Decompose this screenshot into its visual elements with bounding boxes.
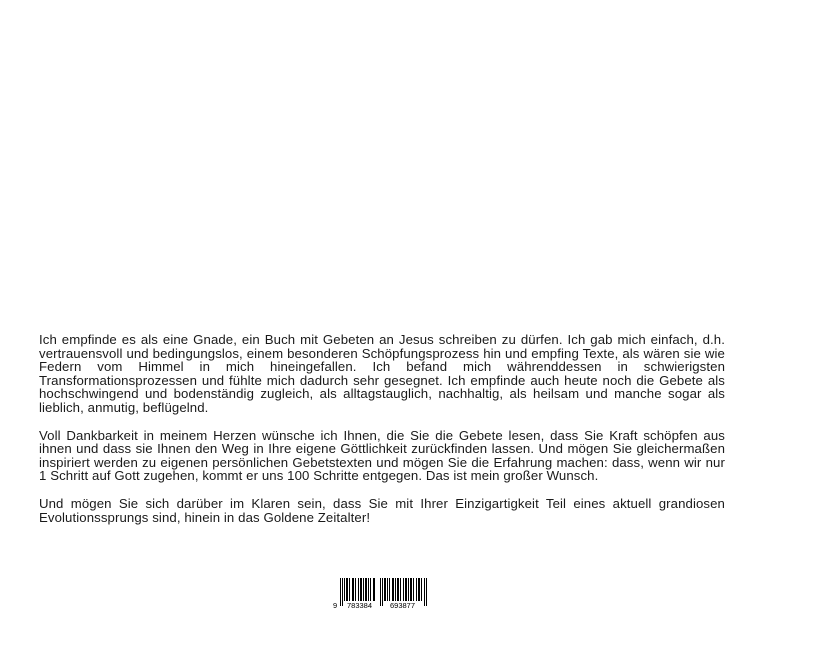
barcode-bar: [368, 578, 369, 601]
barcode-digits-right: 693877: [390, 601, 416, 610]
barcode-bar: [358, 578, 359, 601]
barcode-bar: [349, 578, 350, 601]
barcode-bar: [424, 578, 425, 606]
barcode-bar: [360, 578, 362, 601]
barcode-bar: [363, 578, 364, 601]
barcode-bar: [418, 578, 420, 601]
barcode-bar: [382, 578, 383, 606]
barcode-bar: [365, 578, 367, 601]
barcode-bar: [355, 578, 356, 601]
barcode-bar: [421, 578, 422, 601]
barcode-bar: [405, 578, 407, 601]
paragraph-1: Ich empfinde es als eine Gnade, ein Buch mit Gebeten an Jesus schreiben zu dürfen. Ich gab mich einfach, d.h. vertrauensvoll und bedingungslos, einem besonderen Schöpfungsprozess hin und empfing Texte, als wären sie wie Federn vom Himmel in mich hineingefallen. Ich befand mich währenddessen in schwierigsten Transformationsprozessen und fühlte mich dadurch sehr gesegnet. Ich empfinde auch heute noch die Gebete als hochschwingend und bodenständig zugleich, als alltagstauglich, nachhaltig, als heilsam und manche sogar als lieblich, anmutig, beflügelnd.: [39, 332, 725, 415]
barcode-bar: [408, 578, 409, 601]
paragraph-3: Und mögen Sie sich darüber im Klaren sein, dass Sie mit Ihrer Einzigartigkeit Teil eines aktuell grandiosen Evolutionssprungs sind, hinein in das Goldene Zeitalter!: [39, 495, 725, 525]
barcode-bar: [389, 578, 390, 601]
barcode-bar: [373, 578, 375, 601]
barcode-bar: [410, 578, 412, 601]
barcode-graphic: [333, 578, 435, 610]
barcode-digit-first: 9: [333, 601, 338, 610]
barcode-bar: [416, 578, 417, 601]
barcode-bar: [413, 578, 414, 601]
barcode-bar: [346, 578, 348, 601]
barcode-bar: [395, 578, 396, 601]
barcode-bar: [344, 578, 345, 601]
barcode-bar: [403, 578, 404, 601]
barcode-bar: [426, 578, 427, 606]
barcode-bar: [380, 578, 381, 606]
barcode-digits-left: 783384: [347, 601, 373, 610]
barcode-bar: [352, 578, 354, 601]
barcode-bar: [397, 578, 399, 601]
barcode-bar: [387, 578, 388, 601]
back-cover-text: [39, 333, 725, 538]
barcode-bar: [342, 578, 343, 606]
barcode-bar: [370, 578, 371, 601]
barcode-bar: [340, 578, 341, 606]
paragraph-2: Voll Dankbarkeit in meinem Herzen wünsche ich Ihnen, die Sie die Gebete lesen, dass Sie Kraft schöpfen aus ihnen und dass sie Ihnen den Weg in Ihre eigene Göttlichkeit zurückfinden lassen. Und mögen Sie gleichermaßen inspiriert werden zu eigenen persönlichen Gebetstexten und mögen Sie die Erfahrung machen: dass, wenn wir nur 1 Schritt auf Gott zugehen, kommt er uns 100 Schritte entgegen. Das ist mein großer Wunsch.: [39, 427, 725, 484]
isbn-barcode: [333, 578, 435, 610]
barcode-bar: [392, 578, 394, 601]
barcode-bar: [400, 578, 401, 601]
barcode-bar: [384, 578, 386, 601]
